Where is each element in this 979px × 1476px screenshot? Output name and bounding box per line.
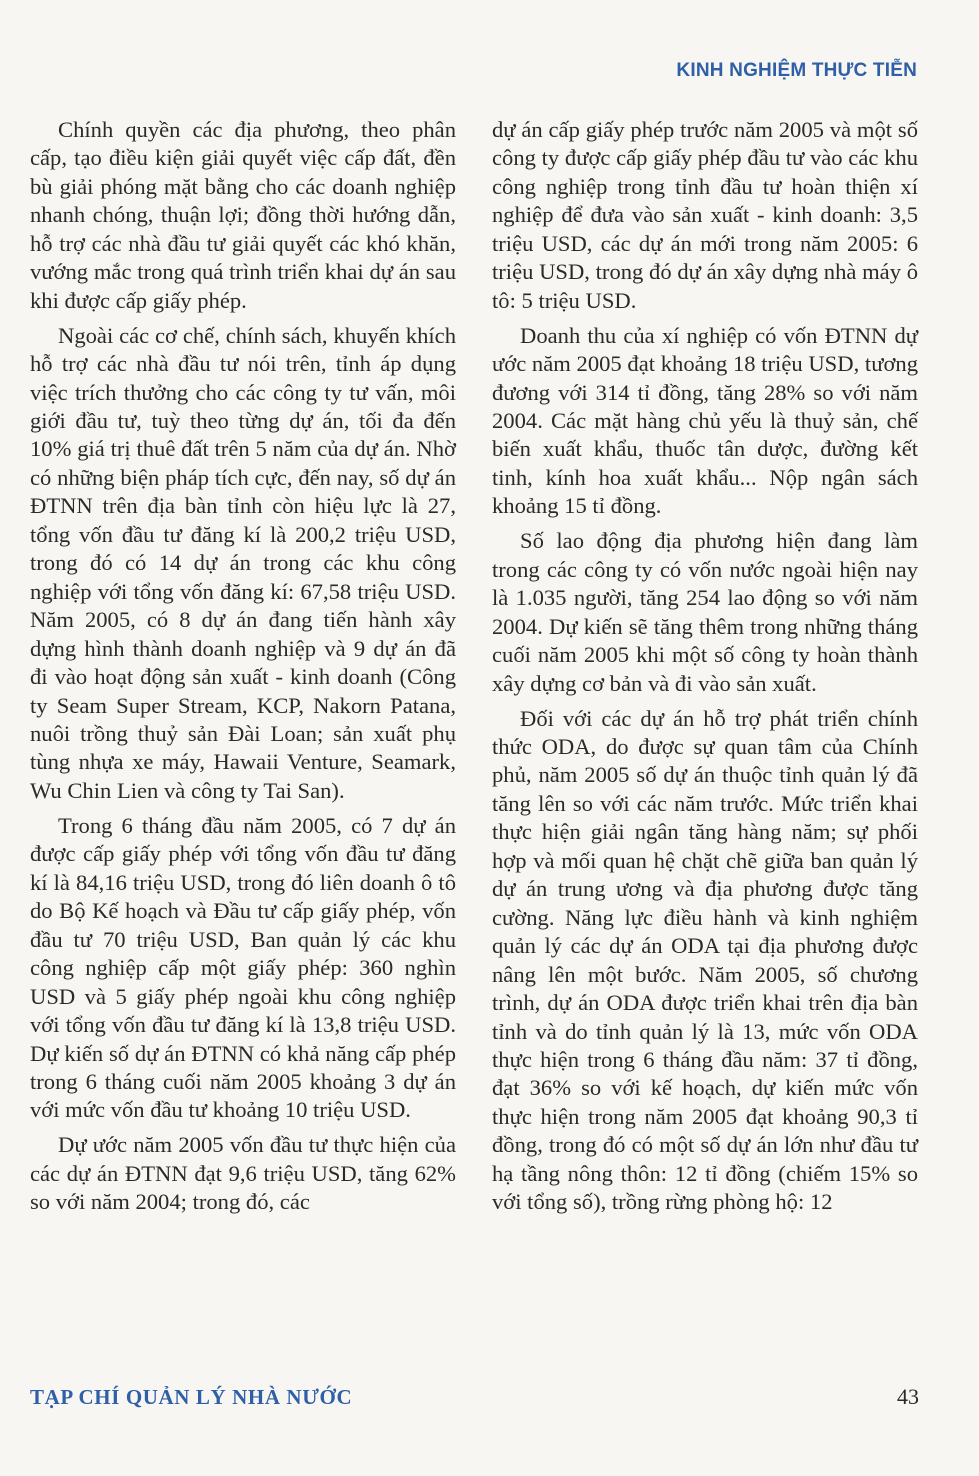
journal-title: TẠP CHÍ QUẢN LÝ NHÀ NƯỚC (30, 1385, 353, 1409)
right-column (492, 116, 918, 1223)
paragraph: Dự ước năm 2005 vốn đầu tư thực hiện của các dự án ĐTNN đạt 9,6 triệu USD, tăng 62% so với năm 2004; trong đó, các (30, 1132, 456, 1215)
paragraph: Ngoài các cơ chế, chính sách, khuyến khích hỗ trợ các nhà đầu tư nói trên, tỉnh áp dụng việc trích thưởng cho các công ty tư vấn, môi giới đầu tư, tuỳ theo từng dự án, tối đa đến 10% giá trị thuê đất trên 5 năm của dự án. Nhờ có những biện pháp tích cực, đến nay, số dự án ĐTNN trên địa bàn tỉnh còn hiệu lực là 27, tổng vốn đầu tư đăng kí là 200,2 triệu USD, trong đó có 14 dự án trong các khu công nghiệp với tổng vốn đăng kí: 67,58 triệu USD. Năm 2005, có 8 dự án đang tiến hành xây dựng hình thành doanh nghiệp và 9 dự án đã đi vào hoạt động sản xuất - kinh doanh (Công ty Seam Super Stream, KCP, Nakorn Patana, nuôi trồng thuỷ sản Đài Loan; sản xuất phụ tùng nhựa xe máy, Hawaii Venture, Seamark, Wu Chin Lien và công ty Tai San). (30, 322, 456, 803)
paragraph: Đối với các dự án hỗ trợ phát triển chính thức ODA, do được sự quan tâm của Chính phủ, năm 2005 số dự án thuộc tỉnh quản lý đã tăng lên so với các năm trước. Mức triển khai thực hiện giải ngân tăng hàng năm; sự phối hợp và mối quan hệ chặt chẽ giữa ban quản lý dự án trung ương và địa phương được tăng cường. Năng lực điều hành và kinh nghiệm quản lý các dự án ODA tại địa phương được nâng lên một bước. Năm 2005, số chương trình, dự án ODA được triển khai trên địa bàn tỉnh và do tỉnh quản lý là 13, mức vốn ODA thực hiện trong 6 tháng đầu năm: 37 tỉ đồng, đạt 36% so với kế hoạch, dự kiến mức vốn thực hiện trong năm 2005 đạt khoảng 90,3 tỉ đồng, trong đó có một số dự án lớn như đầu tư hạ tầng nông thôn: 12 tỉ đồng (chiếm 15% so với tổng số), trồng rừng phòng hộ: 12 (492, 705, 918, 1215)
paragraph: Trong 6 tháng đầu năm 2005, có 7 dự án được cấp giấy phép với tổng vốn đầu tư đăng kí là 84,16 triệu USD, trong đó liên doanh ô tô do Bộ Kế hoạch và Đầu tư cấp giấy phép, vốn đầu tư 70 triệu USD, Ban quản lý các khu công nghiệp cấp một giấy phép: 360 nghìn USD và 5 giấy phép ngoài khu công nghiệp với tổng vốn đầu tư đăng kí là 13,8 triệu USD. Dự kiến số dự án ĐTNN có khả năng cấp phép trong 6 tháng cuối năm 2005 khoảng 3 dự án với mức vốn đầu tư khoảng 10 triệu USD. (30, 812, 456, 1123)
left-column (30, 116, 456, 1223)
paragraph: Chính quyền các địa phương, theo phân cấp, tạo điều kiện giải quyết việc cấp đất, đền bù giải phóng mặt bằng cho các doanh nghiệp nhanh chóng, thuận lợi; đồng thời hướng dẫn, hỗ trợ các nhà đầu tư giải quyết các khó khăn, vướng mắc trong quá trình triển khai dự án sau khi được cấp giấy phép. (30, 117, 456, 313)
paragraph: Doanh thu của xí nghiệp có vốn ĐTNN dự ước năm 2005 đạt khoảng 18 triệu USD, tương đương với 314 tỉ đồng, tăng 28% so với năm 2004. Các mặt hàng chủ yếu là thuỷ sản, chế biến xuất khẩu, thuốc tân dược, đường kết tinh, kính hoa xuất khẩu... Nộp ngân sách khoảng 15 tỉ đồng. (492, 322, 918, 519)
page-number: 43 (897, 1384, 919, 1409)
section-header: KINH NGHIỆM THỰC TIỄN (676, 60, 917, 81)
paragraph: Số lao động địa phương hiện đang làm trong các công ty có vốn nước ngoài hiện nay là 1.035 người, tăng 254 lao động so với năm 2004. Dự kiến sẽ tăng thêm trong những tháng cuối năm 2005 khi một số công ty hoàn thành xây dựng cơ bản và đi vào sản xuất. (492, 528, 918, 696)
paragraph-continued: dự án cấp giấy phép trước năm 2005 và một số công ty được cấp giấy phép đầu tư vào các khu công nghiệp trong tỉnh đầu tư hoàn thiện xí nghiệp để đưa vào sản xuất - kinh doanh: 3,5 triệu USD, các dự án mới trong năm 2005: 6 triệu USD, trong đó dự án xây dựng nhà máy ô tô: 5 triệu USD. (492, 117, 918, 313)
